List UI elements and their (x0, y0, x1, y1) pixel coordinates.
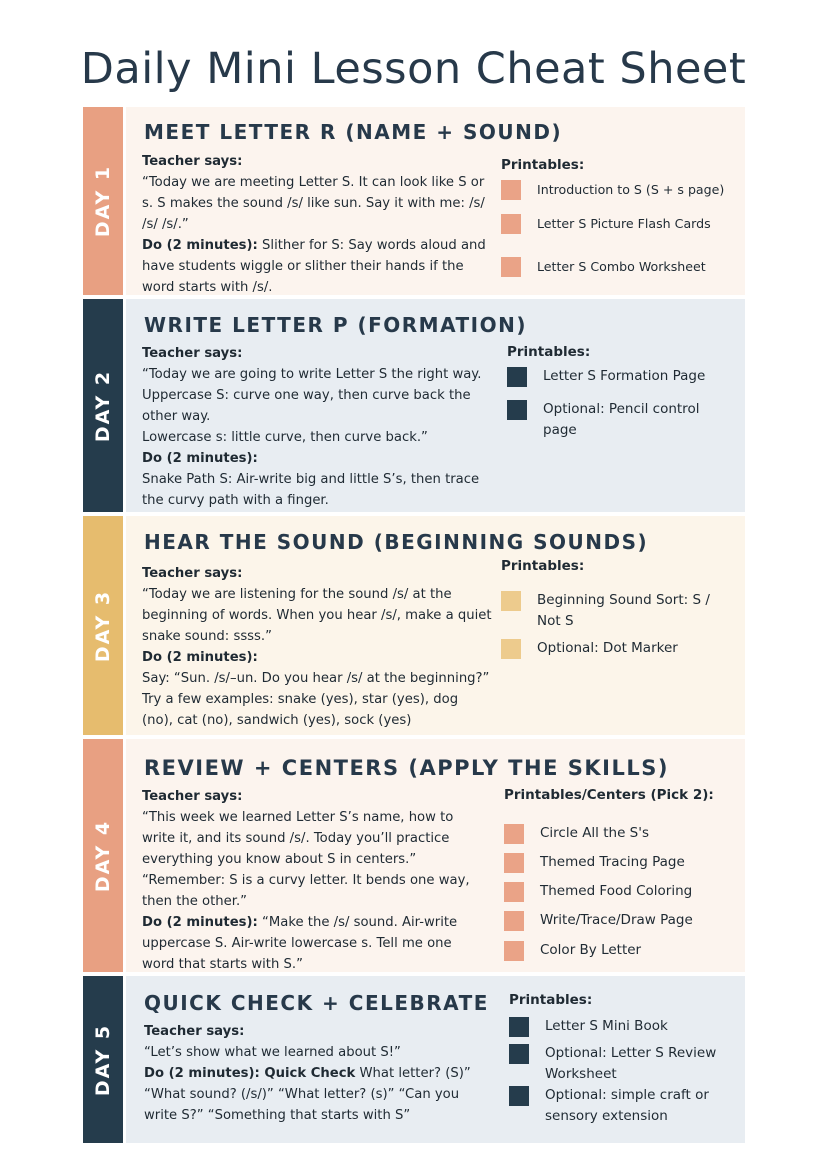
day-tab: DAY 3 (83, 516, 123, 735)
checkbox-icon (504, 941, 524, 961)
lesson-panel (126, 107, 745, 295)
checkbox-icon (507, 400, 527, 420)
day-tab: DAY 2 (83, 299, 123, 512)
day-5-section (83, 976, 745, 1143)
day-tab: DAY 1 (83, 107, 123, 295)
page-title: Daily Mini Lesson Cheat Sheet (80, 44, 747, 94)
checkbox-icon (501, 214, 521, 234)
day-1-section (83, 107, 745, 295)
checkbox-icon (504, 911, 524, 931)
lesson-panel (126, 299, 745, 512)
day-tab: DAY 4 (83, 739, 123, 972)
checkbox-icon (501, 257, 521, 277)
lesson-heading: REVIEW + CENTERS (APPLY THE SKILLS) (144, 756, 669, 780)
printables-label: Printables: (501, 558, 585, 574)
printable-item: Circle All the S's (504, 823, 649, 844)
checkbox-icon (509, 1044, 529, 1064)
printables-label: Printables: (509, 992, 593, 1008)
day-4-section (83, 739, 745, 972)
printable-item: Write/Trace/Draw Page (504, 910, 693, 931)
printables-list (507, 344, 737, 454)
teacher-script: Teacher says: “This week we learned Letter S’s name, how to write it, and its sound /s/. Today you’ll practice everything you know about S in centers.” “Remember: S is a curvy letter. It bends one way, then the other.” Do (2 minutes): “Make the /s/ sound. Air-write uppercase S. Air-write lowercase s. Tell me one word that starts with S.” (142, 789, 470, 972)
printable-item: Themed Tracing Page (504, 852, 685, 873)
printables-list (501, 558, 736, 678)
lesson-heading: QUICK CHECK + CELEBRATE (144, 991, 489, 1015)
teacher-script: Teacher says: “Today we are listening for the sound /s/ at the beginning of words. When you hear /s/, make a quiet snake sound: ssss.” Do (2 minutes): Say: “Sun. /s/–un. Do you hear /s/ at the beginning?” Try a few examples: snake (yes), star (yes), dog (no), cat (no), sandwich (yes), sock (yes) (142, 566, 492, 728)
printable-item: Optional: Pencil control page (507, 399, 717, 441)
checkbox-icon (509, 1086, 529, 1106)
lesson-panel (126, 976, 745, 1143)
day-tab: DAY 5 (83, 976, 123, 1143)
printables-label: Printables/Centers (Pick 2): (504, 787, 714, 803)
checkbox-icon (501, 180, 521, 200)
checkbox-icon (501, 591, 521, 611)
printables-label: Printables: (507, 344, 591, 360)
printables-list (501, 157, 741, 287)
printable-item: Optional: Letter S Review Worksheet (509, 1043, 735, 1085)
day-2-section (83, 299, 745, 512)
printable-item: Color By Letter (504, 940, 641, 961)
printable-item: Introduction to S (S + s page) (501, 179, 724, 200)
printable-item: Beginning Sound Sort: S / Not S (501, 590, 722, 632)
printables-list (509, 992, 739, 1142)
checkbox-icon (507, 367, 527, 387)
teacher-script: Teacher says: “Today we are going to write Letter S the right way. Uppercase S: curve one way, then curve back the other way. Lowercase s: little curve, then curve back.” Do (2 minutes): Snake Path S: Air-write big and little S’s, then trace the curvy path with a finger. (142, 346, 482, 508)
teacher-script: Teacher says: “Let’s show what we learned about S!” Do (2 minutes): Quick Check What letter? (S)” “What sound? (/s/)” “What letter? (s)” “Can you write S?” “Something that starts with S” (144, 1024, 471, 1123)
lesson-panel (126, 516, 745, 735)
teacher-script: Teacher says: “Today we are meeting Letter S. It can look like S or s. S makes the sound /s/ like sun. Say it with me: /s/ /s/ /s/.” Do (2 minutes): Slither for S: Say words aloud and have students wiggle or slither their hands if the word starts with /s/. (142, 154, 486, 295)
printables-list (504, 787, 739, 967)
printable-item: Letter S Mini Book (509, 1016, 668, 1037)
checkbox-icon (509, 1017, 529, 1037)
lesson-panel (126, 739, 745, 972)
printable-item: Letter S Combo Worksheet (501, 256, 706, 277)
printable-item: Letter S Picture Flash Cards (501, 213, 711, 234)
printables-label: Printables: (501, 157, 585, 173)
checkbox-icon (504, 853, 524, 873)
lesson-heading: WRITE LETTER P (FORMATION) (144, 313, 527, 337)
day-3-section (83, 516, 745, 735)
checkbox-icon (504, 882, 524, 902)
printable-item: Optional: Dot Marker (501, 638, 678, 659)
checkbox-icon (504, 824, 524, 844)
checkbox-icon (501, 639, 521, 659)
lesson-heading: MEET LETTER R (NAME + SOUND) (144, 120, 563, 144)
printable-item: Themed Food Coloring (504, 881, 692, 902)
lesson-heading: HEAR THE SOUND (BEGINNING SOUNDS) (144, 530, 649, 554)
printable-item: Optional: simple craft or sensory extension (509, 1085, 730, 1127)
printable-item: Letter S Formation Page (507, 366, 705, 387)
